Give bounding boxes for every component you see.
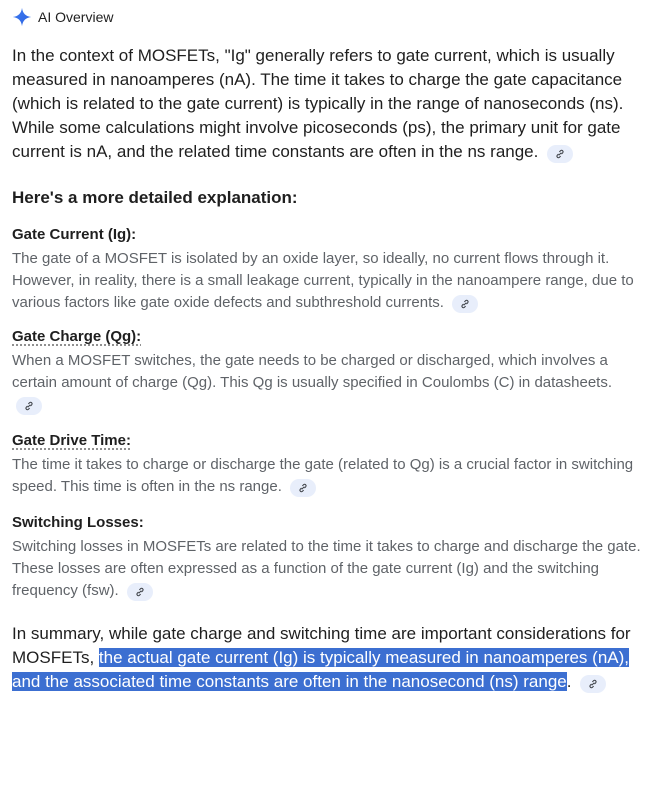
section-text: When a MOSFET switches, the gate needs to be charged or discharged, which involves a certain amount of charge (Qg). This Qg is usually specified in Coulombs (C) in datasheets. — [12, 352, 612, 391]
section-text: The time it takes to charge or discharge the gate (related to Qg) is a crucial factor in switching speed. This time is often in the ns range. — [12, 456, 634, 495]
source-link-chip[interactable] — [547, 145, 573, 163]
intro-text: In the context of MOSFETs, "Ig" generally refers to gate current, which is usually measured in nanoamperes (nA). The time it takes to charge the gate capacitance (which is related to the gate current) is typically in the range of nanoseconds (ns). While some calculations might involve picoseconds (ps), the primary unit for gate current is nA, and the related time constants are often in the ns range. — [12, 46, 624, 161]
section-title: Gate Current (Ig): — [12, 226, 137, 243]
link-icon — [459, 298, 471, 310]
selected-text-highlight[interactable]: the actual gate current (Ig) is typically measured in nanoamperes (nA), and the associated time constants are often in the nanosecond (ns) range — [12, 648, 629, 691]
section-body — [12, 248, 641, 314]
section-body — [12, 536, 641, 602]
summary-paragraph — [12, 622, 641, 694]
sparkle-icon — [12, 7, 32, 27]
intro-paragraph — [12, 44, 641, 164]
source-link-chip[interactable] — [290, 479, 316, 497]
link-icon — [134, 586, 146, 598]
ai-overview-title: AI Overview — [38, 9, 114, 25]
source-link-chip[interactable] — [452, 295, 478, 313]
ai-overview-panel — [0, 2, 651, 787]
summary-text: In summary, while gate charge and switching time are important considerations for MOSFETs, — [12, 624, 631, 667]
source-link-chip[interactable] — [16, 397, 42, 415]
section-switching-losses — [12, 512, 641, 602]
section-gate-drive-time — [12, 430, 641, 498]
section-title: Switching Losses: — [12, 514, 144, 531]
link-icon — [587, 678, 599, 690]
section-body — [12, 454, 641, 498]
summary-end: . — [566, 672, 572, 691]
section-gate-current — [12, 224, 641, 314]
section-title[interactable]: Gate Charge (Qg): — [12, 328, 142, 345]
section-body — [12, 350, 641, 416]
section-title[interactable]: Gate Drive Time: — [12, 432, 131, 449]
source-link-chip[interactable] — [580, 675, 606, 693]
ai-overview-header — [12, 2, 641, 32]
section-text: Switching losses in MOSFETs are related to the time it takes to charge and discharge the gate. These losses are often expressed as a function of the gate current (Ig) and the switching frequency (fsw). — [12, 538, 641, 599]
source-link-chip[interactable] — [127, 583, 153, 601]
section-text: The gate of a MOSFET is isolated by an oxide layer, so ideally, no current flows through it. However, in reality, there is a small leakage current, typically in the nanoampere range, due to various factors like gate oxide defects and subthreshold currents. — [12, 250, 634, 311]
section-gate-charge — [12, 326, 641, 416]
link-icon — [297, 482, 309, 494]
link-icon — [23, 400, 35, 412]
detail-heading: Here's a more detailed explanation: — [12, 188, 298, 207]
link-icon — [554, 148, 566, 160]
